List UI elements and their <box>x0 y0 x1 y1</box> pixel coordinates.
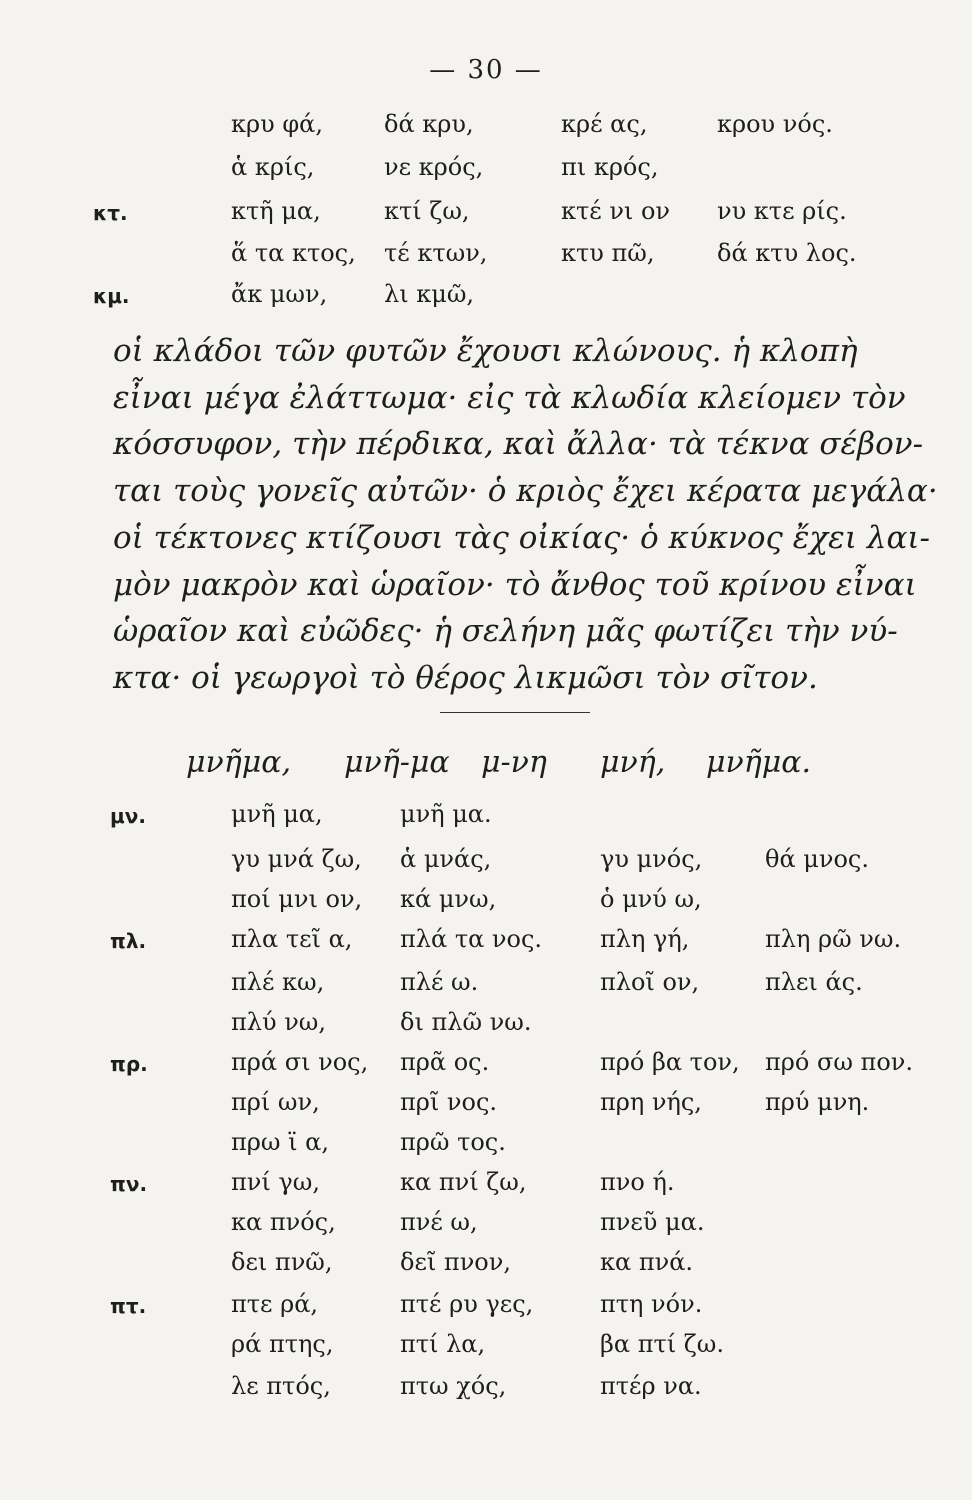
syllable-word: πλοῖ ον, <box>600 968 700 996</box>
syllable-word: ἁ κρίς, <box>231 153 315 181</box>
section-divider <box>440 712 590 713</box>
mnema-form: μνῆ-μα <box>344 745 450 780</box>
syllable-word: πλέ κω, <box>231 968 325 996</box>
syllable-word: κρυ φά, <box>231 110 323 138</box>
syllable-word: κτυ πῶ, <box>561 239 655 267</box>
syllable-word: πτε ρά, <box>231 1290 319 1318</box>
syllable-word: τέ κτων, <box>384 239 488 267</box>
syllable-word: κρου νός. <box>717 110 833 138</box>
syllable-word: πτω χός, <box>400 1372 507 1400</box>
syllable-word: δι πλῶ νω. <box>400 1008 532 1036</box>
syllable-word: κα πνί ζω, <box>400 1168 527 1196</box>
syllable-word: πλά τα νος. <box>400 925 543 953</box>
syllable-word: πνο ή. <box>600 1168 675 1196</box>
syllable-word: πρῶ τος. <box>400 1128 506 1156</box>
prose-line: κτα· οἱ γεωργοὶ τὸ θέρος λικμῶσι τὸν σῖτον. <box>113 659 818 696</box>
syllable-word: πρύ μνη. <box>765 1088 870 1116</box>
syllable-word: νε κρός, <box>384 153 484 181</box>
mnema-form: μνῆμα. <box>706 745 811 780</box>
syllable-word: κά μνω, <box>400 885 497 913</box>
syllable-word: πλει άς. <box>765 968 863 996</box>
mnema-form: μ-νη <box>481 745 547 780</box>
syllable-word: πρῖ νος. <box>400 1088 498 1116</box>
syllable-word: γυ μνά ζω, <box>231 845 362 873</box>
syllable-word: πλη ρῶ νω. <box>765 925 902 953</box>
prose-line: εἶναι μέγα ἐλάττωμα· εἰς τὰ κλωδία κλείομεν τὸν <box>113 379 906 416</box>
syllable-word: πνί γω, <box>231 1168 320 1196</box>
syllable-word: πρά σι νος, <box>231 1048 369 1076</box>
syllable-word: πτέρ να. <box>600 1372 702 1400</box>
prose-line: ὡραῖον καὶ εὐῶδες· ἡ σελήνη μᾶς φωτίζει τὴν νύ- <box>113 613 898 650</box>
syllable-word: πτί λα, <box>400 1330 486 1358</box>
syllable-word: κα πνός, <box>231 1208 336 1236</box>
prose-paragraph <box>113 328 938 702</box>
syllable-word: λε πτός, <box>231 1372 331 1400</box>
syllable-word: δά κτυ λος. <box>717 239 857 267</box>
page-number: — 30 — <box>429 55 543 85</box>
consonant-cluster-marker: πν. <box>110 1172 148 1196</box>
syllable-word: πρη νής, <box>600 1088 702 1116</box>
syllable-word: κα πνά. <box>600 1248 694 1276</box>
syllable-word: κτέ νι ον <box>561 197 671 225</box>
mnema-form: μνή, <box>600 745 666 780</box>
mnema-form: μνῆμα, <box>186 745 291 780</box>
syllable-word: πρό σω πον. <box>765 1048 913 1076</box>
syllable-word: πρί ων, <box>231 1088 320 1116</box>
consonant-cluster-marker: πρ. <box>110 1052 148 1076</box>
syllable-word: πλύ νω, <box>231 1008 326 1036</box>
syllable-word: ἄκ μων, <box>231 280 328 308</box>
syllable-word: θά μνος. <box>765 845 869 873</box>
syllable-word: μνῆ μα, <box>231 800 323 828</box>
syllable-word: ἅ τα κτος, <box>231 239 356 267</box>
consonant-cluster-marker: κτ. <box>93 201 128 225</box>
syllable-word: πτη νόν. <box>600 1290 703 1318</box>
syllable-word: πλη γή, <box>600 925 690 953</box>
consonant-cluster-marker: πλ. <box>110 929 147 953</box>
syllable-word: ρά πτης, <box>231 1330 334 1358</box>
consonant-cluster-marker: πτ. <box>110 1294 147 1318</box>
syllable-word: πι κρός, <box>561 153 659 181</box>
syllable-word: πρω ϊ α, <box>231 1128 329 1156</box>
syllable-word: δά κρυ, <box>384 110 474 138</box>
syllable-word: πρᾶ ος. <box>400 1048 490 1076</box>
syllable-word: δει πνῶ, <box>231 1248 333 1276</box>
syllable-word: δεῖ πνον, <box>400 1248 511 1276</box>
prose-line: ται τοὺς γονεῖς αὐτῶν· ὁ κριὸς ἔχει κέρατα μεγάλα· <box>113 473 938 510</box>
prose-line: κόσσυφον, τὴν πέρδικα, καὶ ἄλλα· τὰ τέκνα σέβον- <box>113 426 924 463</box>
syllable-word: πτέ ρυ γες, <box>400 1290 534 1318</box>
syllable-word: βα πτί ζω. <box>600 1330 725 1358</box>
syllable-word: πνεῦ μα. <box>600 1208 705 1236</box>
syllable-word: γυ μνός, <box>600 845 703 873</box>
syllable-word: ποί μνι ον, <box>231 885 363 913</box>
syllable-word: μνῆ μα. <box>400 800 492 828</box>
syllable-word: κρέ ας, <box>561 110 648 138</box>
syllable-word: νυ κτε ρίς. <box>717 197 847 225</box>
syllable-word: λι κμῶ, <box>384 280 475 308</box>
consonant-cluster-marker: μν. <box>110 804 146 828</box>
syllable-word: ἁ μνάς, <box>400 845 492 873</box>
prose-line: οἱ τέκτονες κτίζουσι τὰς οἰκίας· ὁ κύκνος ἔχει λαι- <box>113 519 931 556</box>
prose-line: οἱ κλάδοι τῶν φυτῶν ἔχουσι κλώνους. ἡ κλοπὴ <box>113 333 858 369</box>
syllable-word: πλα τεῖ α, <box>231 925 353 953</box>
consonant-cluster-marker: κμ. <box>93 284 130 308</box>
syllable-word: κτί ζω, <box>384 197 470 225</box>
syllable-word: κτῆ μα, <box>231 197 321 225</box>
syllable-word: πρό βα τον, <box>600 1048 740 1076</box>
syllable-word: ὁ μνύ ω, <box>600 885 702 913</box>
syllable-word: πλέ ω. <box>400 968 479 996</box>
syllable-word: πνέ ω, <box>400 1208 478 1236</box>
prose-line: μὸν μακρὸν καὶ ὡραῖον· τὸ ἄνθος τοῦ κρίνου εἶναι <box>113 566 917 603</box>
